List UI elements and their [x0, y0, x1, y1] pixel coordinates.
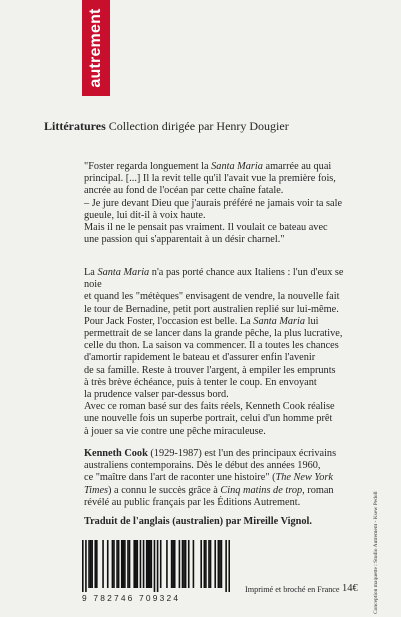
text-run: "Foster regarda longuement la	[84, 161, 212, 172]
text-run: Mais il ne le pensait pas vraiment. Il voulait ce bateau avec	[84, 222, 328, 234]
barcode-bar	[221, 540, 223, 588]
barcode-bar	[91, 540, 93, 588]
barcode-bar	[219, 540, 221, 588]
barcode-bar	[174, 540, 176, 588]
barcode-bar	[127, 540, 129, 588]
text-run: ) a connu le succès grâce à	[108, 484, 221, 496]
barcode-bar	[204, 540, 206, 588]
text-run: , roman	[302, 484, 334, 496]
italic-run: Santa Maria	[211, 161, 263, 172]
synopsis	[84, 267, 362, 438]
barcode-bar	[157, 540, 159, 592]
barcode-bar	[149, 540, 151, 588]
barcode-bar	[124, 540, 126, 588]
text-run: Avec ce roman basé sur des faits réels, Kenneth Cook réalise	[84, 401, 335, 413]
barcode-bar	[171, 540, 173, 588]
barcode-bar	[146, 540, 148, 588]
barcode-bar	[225, 540, 227, 592]
text-run: révélé au public français par les Éditions Autrement.	[84, 496, 301, 508]
text-line	[84, 267, 362, 291]
barcode-bar	[205, 540, 207, 588]
barcode-bar	[82, 540, 84, 592]
barcode-number: 9 782746 709324	[82, 593, 181, 603]
text-run: une passion qui s'apparentait à un désir charnel."	[84, 234, 285, 246]
barcode-bar	[228, 540, 230, 592]
italic-run: Santa Maria	[253, 315, 306, 327]
barcode-bar	[107, 540, 109, 588]
barcode-bar	[208, 540, 210, 588]
barcode-bar	[183, 540, 185, 588]
barcode-bar	[214, 540, 216, 588]
barcode-bar	[121, 540, 123, 588]
barcode-bar	[210, 540, 212, 588]
text-run: principal. [...] Il la revit telle qu'il l'avait vue la première fois,	[84, 173, 336, 185]
text-line	[84, 472, 362, 484]
text-line	[84, 413, 362, 425]
barcode-bar	[118, 540, 120, 588]
text-run: permettrait de se lancer dans la grande pêche, la plus lucrative,	[84, 328, 343, 340]
barcode-bar	[133, 540, 135, 588]
barcode-bar	[102, 540, 104, 588]
text-run: Pour Jack Foster, l'occasion est belle. La	[84, 315, 254, 327]
barcode-bar	[185, 540, 187, 588]
barcode-bar	[200, 540, 202, 588]
barcode-bar	[137, 540, 139, 588]
text-line	[84, 198, 362, 210]
text-line	[84, 340, 362, 352]
text-run: – Je jure devant Dieu que j'aurais préféré ne jamais voir ta sale	[84, 197, 343, 209]
barcode-bar	[116, 540, 118, 588]
publisher-logo	[82, 0, 110, 96]
barcode-bar	[85, 540, 87, 592]
text-line	[84, 173, 362, 185]
barcode-bar	[218, 540, 220, 588]
text-line	[84, 497, 362, 509]
text-run: le tour de Bernadine, petit port australien replié sur lui-même.	[84, 303, 339, 315]
excerpt-quote	[84, 161, 362, 246]
text-line	[84, 401, 362, 413]
italic-run: Cinq matins de trop	[220, 484, 303, 496]
text-run: ce "maître dans l'art de raconter une histoire" (	[84, 472, 276, 484]
barcode-bar	[147, 540, 149, 588]
collection-heading	[44, 119, 289, 134]
text-line	[84, 448, 362, 460]
price: 14€	[342, 583, 358, 594]
text-run: ancrée au fond de l'océan par cette chaîne fatale.	[84, 185, 284, 197]
barcode-bar	[188, 540, 190, 588]
italic-run: Santa Maria	[97, 267, 150, 278]
text-line	[84, 365, 362, 377]
barcode-bar	[135, 540, 137, 588]
text-run: de sa famille. Reste à trouver l'argent, à empiler les emprunts	[84, 364, 336, 376]
text-run: celle du thon. La saison va commencer. Il a toutes les chances	[84, 340, 339, 352]
text-run: amarrée au quai	[262, 161, 332, 172]
text-line	[84, 234, 362, 246]
author-bio	[84, 448, 362, 509]
text-run: gueule, lui dit-il à voix haute.	[84, 209, 206, 221]
text-run: australiens contemporains. Dès le début des années 1960,	[84, 460, 321, 472]
barcode-bar	[112, 540, 114, 588]
text-run: (1929-1987) est l'un des principaux écrivains	[147, 448, 337, 459]
barcode-bar	[113, 540, 115, 588]
barcode-bar	[151, 540, 153, 588]
text-line	[84, 460, 362, 472]
italic-run: Times	[84, 484, 109, 496]
barcode-bar	[166, 540, 168, 588]
italic-run: The New York	[275, 472, 333, 484]
barcode-bar	[182, 540, 184, 588]
bold-run: Kenneth Cook	[84, 448, 148, 459]
text-run: la prudence valser par-dessus bord.	[84, 389, 229, 401]
text-line	[84, 161, 362, 173]
barcode-image	[82, 540, 230, 592]
text-run: une nouvelle fois un superbe portrait, celui d'un homme prêt	[84, 413, 333, 425]
barcode-bar	[123, 540, 125, 588]
text-run: et quand les "métèques" envisagent de vendre, la nouvelle fait	[84, 291, 340, 303]
series-name: Littératures	[44, 119, 106, 133]
barcode-bar	[172, 540, 174, 588]
text-run: La	[84, 267, 98, 278]
printed-in-france: Imprimé et broché en France	[245, 585, 340, 594]
text-run: lui	[305, 315, 319, 327]
barcode-bar	[88, 540, 90, 588]
text-line	[84, 485, 362, 497]
text-line	[84, 185, 362, 197]
barcode-bar	[179, 540, 181, 588]
text-line	[84, 328, 362, 340]
text-run: à jouer sa vie contre une pêche miraculeuse.	[84, 425, 266, 437]
barcode-bar	[90, 540, 92, 588]
text-line	[84, 316, 362, 328]
text-line	[84, 222, 362, 234]
collection-editor: Collection dirigée par Henry Dougier	[105, 119, 289, 133]
isbn-barcode	[82, 540, 230, 603]
barcode-bar	[193, 540, 195, 588]
barcode-bar	[143, 540, 145, 588]
barcode-bar	[160, 540, 162, 588]
barcode-bar	[129, 540, 131, 588]
barcode-bar	[94, 540, 96, 588]
publisher-logo-text: autrement	[87, 8, 104, 88]
translator-credit: Traduit de l'anglais (australien) par Mireille Vignol.	[84, 516, 312, 527]
text-run: n'a pas porté chance aux Italiens : l'un d'eux se noie	[84, 267, 344, 291]
text-line	[84, 389, 362, 401]
text-line	[84, 210, 362, 222]
text-run: d'amortir rapidement le bateau et d'assurer enfin l'avenir	[84, 352, 316, 364]
barcode-bar	[140, 540, 142, 588]
text-line	[84, 377, 362, 389]
design-credits: Conception maquette : Studio Autrement - Ksew Pedoll	[373, 491, 379, 614]
text-line	[84, 291, 362, 303]
text-line	[84, 426, 362, 438]
text-line	[84, 304, 362, 316]
barcode-bar	[96, 540, 98, 588]
barcode-bar	[154, 540, 156, 592]
text-line	[84, 352, 362, 364]
text-run: à très brève échéance, puis à tenter le coup. En envoyant	[84, 376, 317, 388]
